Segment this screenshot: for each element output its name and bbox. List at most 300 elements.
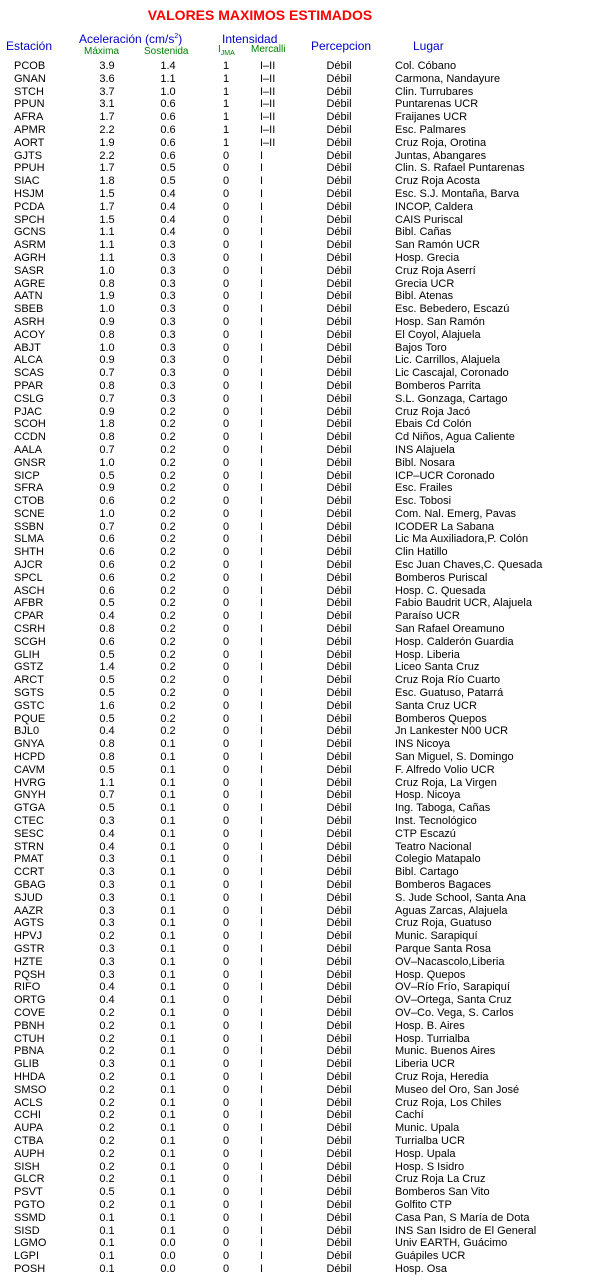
mercalli-intensity: I: [260, 559, 264, 572]
jma-intensity: 0: [222, 1032, 230, 1045]
location: INCOP, Caldera: [395, 200, 474, 213]
station-code: AALA: [14, 443, 43, 456]
mercalli-intensity: I–II: [260, 136, 276, 149]
table-row: [0, 278, 590, 291]
max-acceleration: 0.2: [99, 930, 115, 943]
header-percepcion: Percepcion: [311, 39, 372, 53]
station-code: LGPI: [14, 1250, 40, 1263]
perception: Débil: [326, 584, 352, 597]
jma-intensity: 0: [222, 942, 230, 955]
station-code: ASCH: [14, 584, 45, 597]
mercalli-intensity: I: [260, 1250, 264, 1263]
table-row: [0, 815, 590, 828]
mercalli-intensity: I: [260, 610, 264, 623]
jma-intensity: 0: [222, 1211, 230, 1224]
perception: Débil: [326, 853, 352, 866]
perception: Débil: [326, 802, 352, 815]
location: Golfito CTP: [395, 1198, 452, 1211]
max-acceleration: 0.2: [99, 1147, 115, 1160]
mercalli-intensity: I: [260, 1045, 264, 1058]
location: Liceo Santa Cruz: [395, 661, 480, 674]
mercalli-intensity: I–II: [260, 111, 276, 124]
location: Cruz Roja Río Cuarto: [395, 674, 501, 687]
table-row: [0, 226, 590, 239]
header-aceleracion: [79, 32, 182, 46]
table-row: [0, 201, 590, 214]
max-acceleration: 0.7: [99, 443, 115, 456]
jma-intensity: 0: [222, 277, 230, 290]
perception: Débil: [326, 597, 352, 610]
sustained-acceleration: 0.4: [160, 226, 176, 239]
station-code: ACOY: [14, 328, 46, 341]
station-code: CPAR: [14, 610, 44, 623]
jma-intensity: 0: [222, 661, 230, 674]
location: Cruz Roja, Guatuso: [395, 917, 492, 930]
perception: Débil: [326, 456, 352, 469]
station-code: SSBN: [14, 520, 44, 533]
sustained-acceleration: 0.1: [160, 981, 176, 994]
table-row: [0, 713, 590, 726]
mercalli-intensity: I: [260, 431, 264, 444]
mercalli-intensity: I: [260, 239, 264, 252]
jma-intensity: 0: [222, 1262, 230, 1275]
jma-intensity: 0: [222, 1019, 230, 1032]
location: INS Nicoya: [395, 738, 451, 751]
mercalli-intensity: I: [260, 264, 264, 277]
table-row: [0, 188, 590, 201]
mercalli-intensity: I: [260, 1058, 264, 1071]
max-acceleration: 0.6: [99, 571, 115, 584]
station-code: APMR: [14, 123, 46, 136]
max-acceleration: 0.2: [99, 1032, 115, 1045]
mercalli-intensity: I: [260, 251, 264, 264]
mercalli-intensity: I–II: [260, 123, 276, 136]
location: El Coyol, Alajuela: [395, 328, 481, 341]
table-row: [0, 1186, 590, 1199]
sustained-acceleration: 1.1: [160, 72, 176, 85]
mercalli-intensity: I: [260, 1211, 264, 1224]
station-code: POSH: [14, 1262, 46, 1275]
sustained-acceleration: 0.6: [160, 136, 176, 149]
sustained-acceleration: 0.1: [160, 1147, 176, 1160]
jma-intensity: 0: [222, 802, 230, 815]
station-code: GJTS: [14, 149, 43, 162]
location: Guápiles UCR: [395, 1250, 466, 1263]
location: Bomberos Quepos: [395, 712, 487, 725]
sustained-acceleration: 0.1: [160, 994, 176, 1007]
sustained-acceleration: 0.1: [160, 917, 176, 930]
max-acceleration: 1.7: [99, 200, 115, 213]
perception: Débil: [326, 354, 352, 367]
jma-intensity: 0: [222, 328, 230, 341]
max-acceleration: 0.3: [99, 904, 115, 917]
mercalli-intensity: I: [260, 469, 264, 482]
mercalli-intensity: I: [260, 789, 264, 802]
sustained-acceleration: 0.6: [160, 149, 176, 162]
perception: Débil: [326, 623, 352, 636]
table-row: [0, 521, 590, 534]
perception: Débil: [326, 123, 352, 136]
location: Lic Ma Auxiliadora,P. Colón: [395, 533, 529, 546]
station-code: CCRT: [14, 866, 45, 879]
header-aceleracion-close: ): [178, 32, 183, 46]
max-acceleration: 0.2: [99, 1083, 115, 1096]
mercalli-intensity: I: [260, 802, 264, 815]
max-acceleration: 0.3: [99, 968, 115, 981]
page-title: VALORES MAXIMOS ESTIMADOS: [147, 7, 373, 23]
table-row: [0, 1250, 590, 1263]
station-code: CSRH: [14, 623, 46, 636]
table-row: [0, 290, 590, 303]
station-code: PQUE: [14, 712, 46, 725]
perception: Débil: [326, 533, 352, 546]
table-row: [0, 853, 590, 866]
max-acceleration: 0.7: [99, 392, 115, 405]
location: Aguas Zarcas, Alajuela: [395, 904, 508, 917]
mercalli-intensity: I: [260, 994, 264, 1007]
max-acceleration: 3.1: [99, 98, 115, 111]
station-code: ABJT: [14, 341, 41, 354]
location: OV–Nacascolo,Liberia: [395, 955, 505, 968]
perception: Débil: [326, 904, 352, 917]
mercalli-intensity: I: [260, 571, 264, 584]
station-code: HCPD: [14, 751, 46, 764]
sustained-acceleration: 0.2: [160, 469, 176, 482]
location: Hosp. Liberia: [395, 648, 460, 661]
mercalli-intensity: I: [260, 635, 264, 648]
table-row: [0, 572, 590, 585]
station-code: SESC: [14, 827, 44, 840]
station-code: PJAC: [14, 405, 43, 418]
jma-intensity: 0: [222, 738, 230, 751]
jma-intensity: 0: [222, 930, 230, 943]
perception: Débil: [326, 264, 352, 277]
location: Cruz Roja, Orotina: [395, 136, 487, 149]
mercalli-intensity: I: [260, 955, 264, 968]
mercalli-intensity: I: [260, 546, 264, 559]
table-row: [0, 444, 590, 457]
table-row: [0, 124, 590, 137]
perception: Débil: [326, 1147, 352, 1160]
mercalli-intensity: I–II: [260, 98, 276, 111]
sustained-acceleration: 0.2: [160, 559, 176, 572]
location: Bibl. Atenas: [395, 290, 454, 303]
table-row: [0, 969, 590, 982]
table-row: [0, 406, 590, 419]
station-code: SCOH: [14, 418, 46, 431]
max-acceleration: 0.8: [99, 431, 115, 444]
jma-intensity: 0: [222, 149, 230, 162]
location: Puntarenas UCR: [395, 98, 479, 111]
location: Hosp. Grecia: [395, 251, 460, 264]
mercalli-intensity: I: [260, 379, 264, 392]
mercalli-intensity: I: [260, 699, 264, 712]
station-code: SSMD: [14, 1211, 46, 1224]
station-code: GNYH: [14, 789, 46, 802]
table-row: [0, 828, 590, 841]
sustained-acceleration: 0.1: [160, 802, 176, 815]
table-row: [0, 943, 590, 956]
station-code: ASRM: [14, 239, 46, 252]
station-code: GNSR: [14, 456, 46, 469]
table-row: [0, 917, 590, 930]
jma-intensity: 0: [222, 687, 230, 700]
perception: Débil: [326, 930, 352, 943]
perception: Débil: [326, 149, 352, 162]
station-code: PPUN: [14, 98, 45, 111]
max-acceleration: 0.2: [99, 1160, 115, 1173]
sustained-acceleration: 0.4: [160, 200, 176, 213]
location: Turrialba UCR: [395, 1134, 465, 1147]
location: CAIS Puriscal: [395, 213, 463, 226]
jma-intensity: 0: [222, 443, 230, 456]
location: Bibl. Cañas: [395, 226, 452, 239]
max-acceleration: 0.8: [99, 379, 115, 392]
location: INS San Isidro de El General: [395, 1224, 537, 1237]
jma-intensity: 0: [222, 763, 230, 776]
jma-intensity: 0: [222, 1006, 230, 1019]
station-code: PBNH: [14, 1019, 45, 1032]
station-code: GNYA: [14, 738, 45, 751]
max-acceleration: 0.4: [99, 840, 115, 853]
mercalli-intensity: I: [260, 623, 264, 636]
mercalli-intensity: I: [260, 341, 264, 354]
location: Esc. Bebedero, Escazú: [395, 303, 510, 316]
location: S.L. Gonzaga, Cartago: [395, 392, 508, 405]
location: Hosp. C. Quesada: [395, 584, 486, 597]
station-code: AFBR: [14, 597, 44, 610]
table-row: [0, 687, 590, 700]
mercalli-intensity: I: [260, 1237, 264, 1250]
location: Teatro Nacional: [395, 840, 472, 853]
perception: Débil: [326, 85, 352, 98]
station-code: SCNE: [14, 507, 45, 520]
station-code: CCHI: [14, 1109, 41, 1122]
table-row: [0, 700, 590, 713]
sustained-acceleration: 0.2: [160, 648, 176, 661]
table-row: [0, 380, 590, 393]
location: Casa Pan, S María de Dota: [395, 1211, 530, 1224]
sustained-acceleration: 0.1: [160, 1173, 176, 1186]
perception: Débil: [326, 994, 352, 1007]
station-code: SCAS: [14, 367, 44, 380]
max-acceleration: 0.3: [99, 891, 115, 904]
perception: Débil: [326, 213, 352, 226]
mercalli-intensity: I–II: [260, 72, 276, 85]
table-row: [0, 1199, 590, 1212]
mercalli-intensity: I: [260, 751, 264, 764]
sustained-acceleration: 0.3: [160, 277, 176, 290]
perception: Débil: [326, 341, 352, 354]
perception: Débil: [326, 1173, 352, 1186]
location: OV–Co. Vega, S. Carlos: [395, 1006, 514, 1019]
table-row: [0, 162, 590, 175]
sustained-acceleration: 0.1: [160, 904, 176, 917]
max-acceleration: 1.6: [99, 699, 115, 712]
perception: Débil: [326, 559, 352, 572]
station-code: PCOB: [14, 60, 46, 72]
perception: Débil: [326, 418, 352, 431]
sustained-acceleration: 0.1: [160, 1109, 176, 1122]
sustained-acceleration: 0.1: [160, 1160, 176, 1173]
mercalli-intensity: I: [260, 674, 264, 687]
jma-intensity: 0: [222, 699, 230, 712]
perception: Débil: [326, 136, 352, 149]
mercalli-intensity: I: [260, 226, 264, 239]
sustained-acceleration: 0.3: [160, 251, 176, 264]
max-acceleration: 1.1: [99, 239, 115, 252]
max-acceleration: 0.5: [99, 674, 115, 687]
location: Cruz Roja, Heredia: [395, 1070, 489, 1083]
max-acceleration: 0.7: [99, 367, 115, 380]
max-acceleration: 1.0: [99, 264, 115, 277]
station-code: AUPA: [14, 1122, 44, 1135]
station-code: SJUD: [14, 891, 43, 904]
perception: Débil: [326, 1070, 352, 1083]
jma-intensity: 0: [222, 968, 230, 981]
sustained-acceleration: 0.1: [160, 827, 176, 840]
max-acceleration: 0.8: [99, 328, 115, 341]
perception: Débil: [326, 751, 352, 764]
jma-intensity: 0: [222, 1070, 230, 1083]
jma-intensity: 0: [222, 392, 230, 405]
station-code: AJCR: [14, 559, 43, 572]
max-acceleration: 0.3: [99, 955, 115, 968]
max-acceleration: 0.6: [99, 559, 115, 572]
location: Clin Hatillo: [395, 546, 448, 559]
table-row: [0, 1237, 590, 1250]
sustained-acceleration: 0.3: [160, 367, 176, 380]
jma-intensity: 0: [222, 648, 230, 661]
mercalli-intensity: I: [260, 405, 264, 418]
perception: Débil: [326, 1058, 352, 1071]
location: Clin. S. Rafael Puntarenas: [395, 162, 525, 175]
table-row: [0, 1122, 590, 1135]
location: San Miguel, S. Domingo: [395, 751, 514, 764]
mercalli-intensity: I: [260, 162, 264, 175]
location: Liberia UCR: [395, 1058, 455, 1071]
station-code: CCDN: [14, 431, 46, 444]
max-acceleration: 0.2: [99, 1122, 115, 1135]
max-acceleration: 0.5: [99, 469, 115, 482]
header-mercalli: Mercalli: [251, 44, 286, 55]
mercalli-intensity: I: [260, 661, 264, 674]
max-acceleration: 0.2: [99, 1019, 115, 1032]
location: Munic. Buenos Aires: [395, 1045, 496, 1058]
sustained-acceleration: 0.1: [160, 1045, 176, 1058]
mercalli-intensity: I: [260, 175, 264, 188]
station-code: AATN: [14, 290, 43, 303]
sustained-acceleration: 0.0: [160, 1237, 176, 1250]
perception: Débil: [326, 251, 352, 264]
max-acceleration: 0.4: [99, 610, 115, 623]
sustained-acceleration: 0.4: [160, 213, 176, 226]
station-code: SCGH: [14, 635, 46, 648]
table-row: [0, 533, 590, 546]
sustained-acceleration: 0.2: [160, 571, 176, 584]
station-code: GCNS: [14, 226, 46, 239]
table-row: [0, 725, 590, 738]
header-estacion: Estación: [6, 39, 53, 53]
mercalli-intensity: I: [260, 738, 264, 751]
data-table: [0, 60, 590, 1276]
mercalli-intensity: I: [260, 1134, 264, 1147]
jma-intensity: 0: [222, 162, 230, 175]
header-lugar: Lugar: [413, 39, 444, 53]
sustained-acceleration: 0.1: [160, 1224, 176, 1237]
perception: Débil: [326, 469, 352, 482]
sustained-acceleration: 0.6: [160, 98, 176, 111]
location: Hosp. B. Aires: [395, 1019, 465, 1032]
max-acceleration: 0.8: [99, 277, 115, 290]
jma-intensity: 0: [222, 533, 230, 546]
sustained-acceleration: 0.1: [160, 1134, 176, 1147]
mercalli-intensity: I: [260, 827, 264, 840]
perception: Débil: [326, 111, 352, 124]
mercalli-intensity: I: [260, 495, 264, 508]
jma-intensity: 0: [222, 1134, 230, 1147]
sustained-acceleration: 1.4: [160, 60, 176, 72]
mercalli-intensity: I: [260, 776, 264, 789]
table-row: [0, 751, 590, 764]
jma-intensity: 0: [222, 354, 230, 367]
perception: Débil: [326, 1134, 352, 1147]
perception: Débil: [326, 239, 352, 252]
perception: Débil: [326, 789, 352, 802]
table-row: [0, 1263, 590, 1276]
station-code: HVRG: [14, 776, 46, 789]
mercalli-intensity: I: [260, 930, 264, 943]
jma-intensity: 0: [222, 994, 230, 1007]
mercalli-intensity: I: [260, 277, 264, 290]
max-acceleration: 0.1: [99, 1211, 115, 1224]
location: CTP Escazú: [395, 827, 456, 840]
perception: Débil: [326, 379, 352, 392]
table-row: [0, 597, 590, 610]
max-acceleration: 0.3: [99, 879, 115, 891]
max-acceleration: 0.3: [99, 866, 115, 879]
mercalli-intensity: I: [260, 303, 264, 316]
sustained-acceleration: 0.5: [160, 162, 176, 175]
max-acceleration: 0.3: [99, 815, 115, 828]
jma-intensity: 0: [222, 1224, 230, 1237]
location: Bomberos San Vito: [395, 1186, 490, 1199]
table-row: [0, 994, 590, 1007]
sustained-acceleration: 0.3: [160, 392, 176, 405]
sustained-acceleration: 0.1: [160, 738, 176, 751]
mercalli-intensity: I: [260, 879, 264, 891]
jma-intensity: 0: [222, 623, 230, 636]
sustained-acceleration: 0.0: [160, 1262, 176, 1275]
mercalli-intensity: I: [260, 367, 264, 380]
location: Clin. Turrubares: [395, 85, 474, 98]
mercalli-intensity: I: [260, 354, 264, 367]
jma-intensity: 0: [222, 469, 230, 482]
perception: Débil: [326, 1250, 352, 1263]
table-row: [0, 930, 590, 943]
location: ICODER La Sabana: [395, 520, 495, 533]
perception: Débil: [326, 1096, 352, 1109]
jma-intensity: 0: [222, 1045, 230, 1058]
sustained-acceleration: 0.1: [160, 1032, 176, 1045]
station-code: SGTS: [14, 687, 44, 700]
station-code: SISD: [14, 1224, 40, 1237]
location: Cruz Roja La Cruz: [395, 1173, 486, 1186]
perception: Débil: [326, 699, 352, 712]
max-acceleration: 0.7: [99, 520, 115, 533]
sustained-acceleration: 0.1: [160, 815, 176, 828]
sustained-acceleration: 0.2: [160, 661, 176, 674]
